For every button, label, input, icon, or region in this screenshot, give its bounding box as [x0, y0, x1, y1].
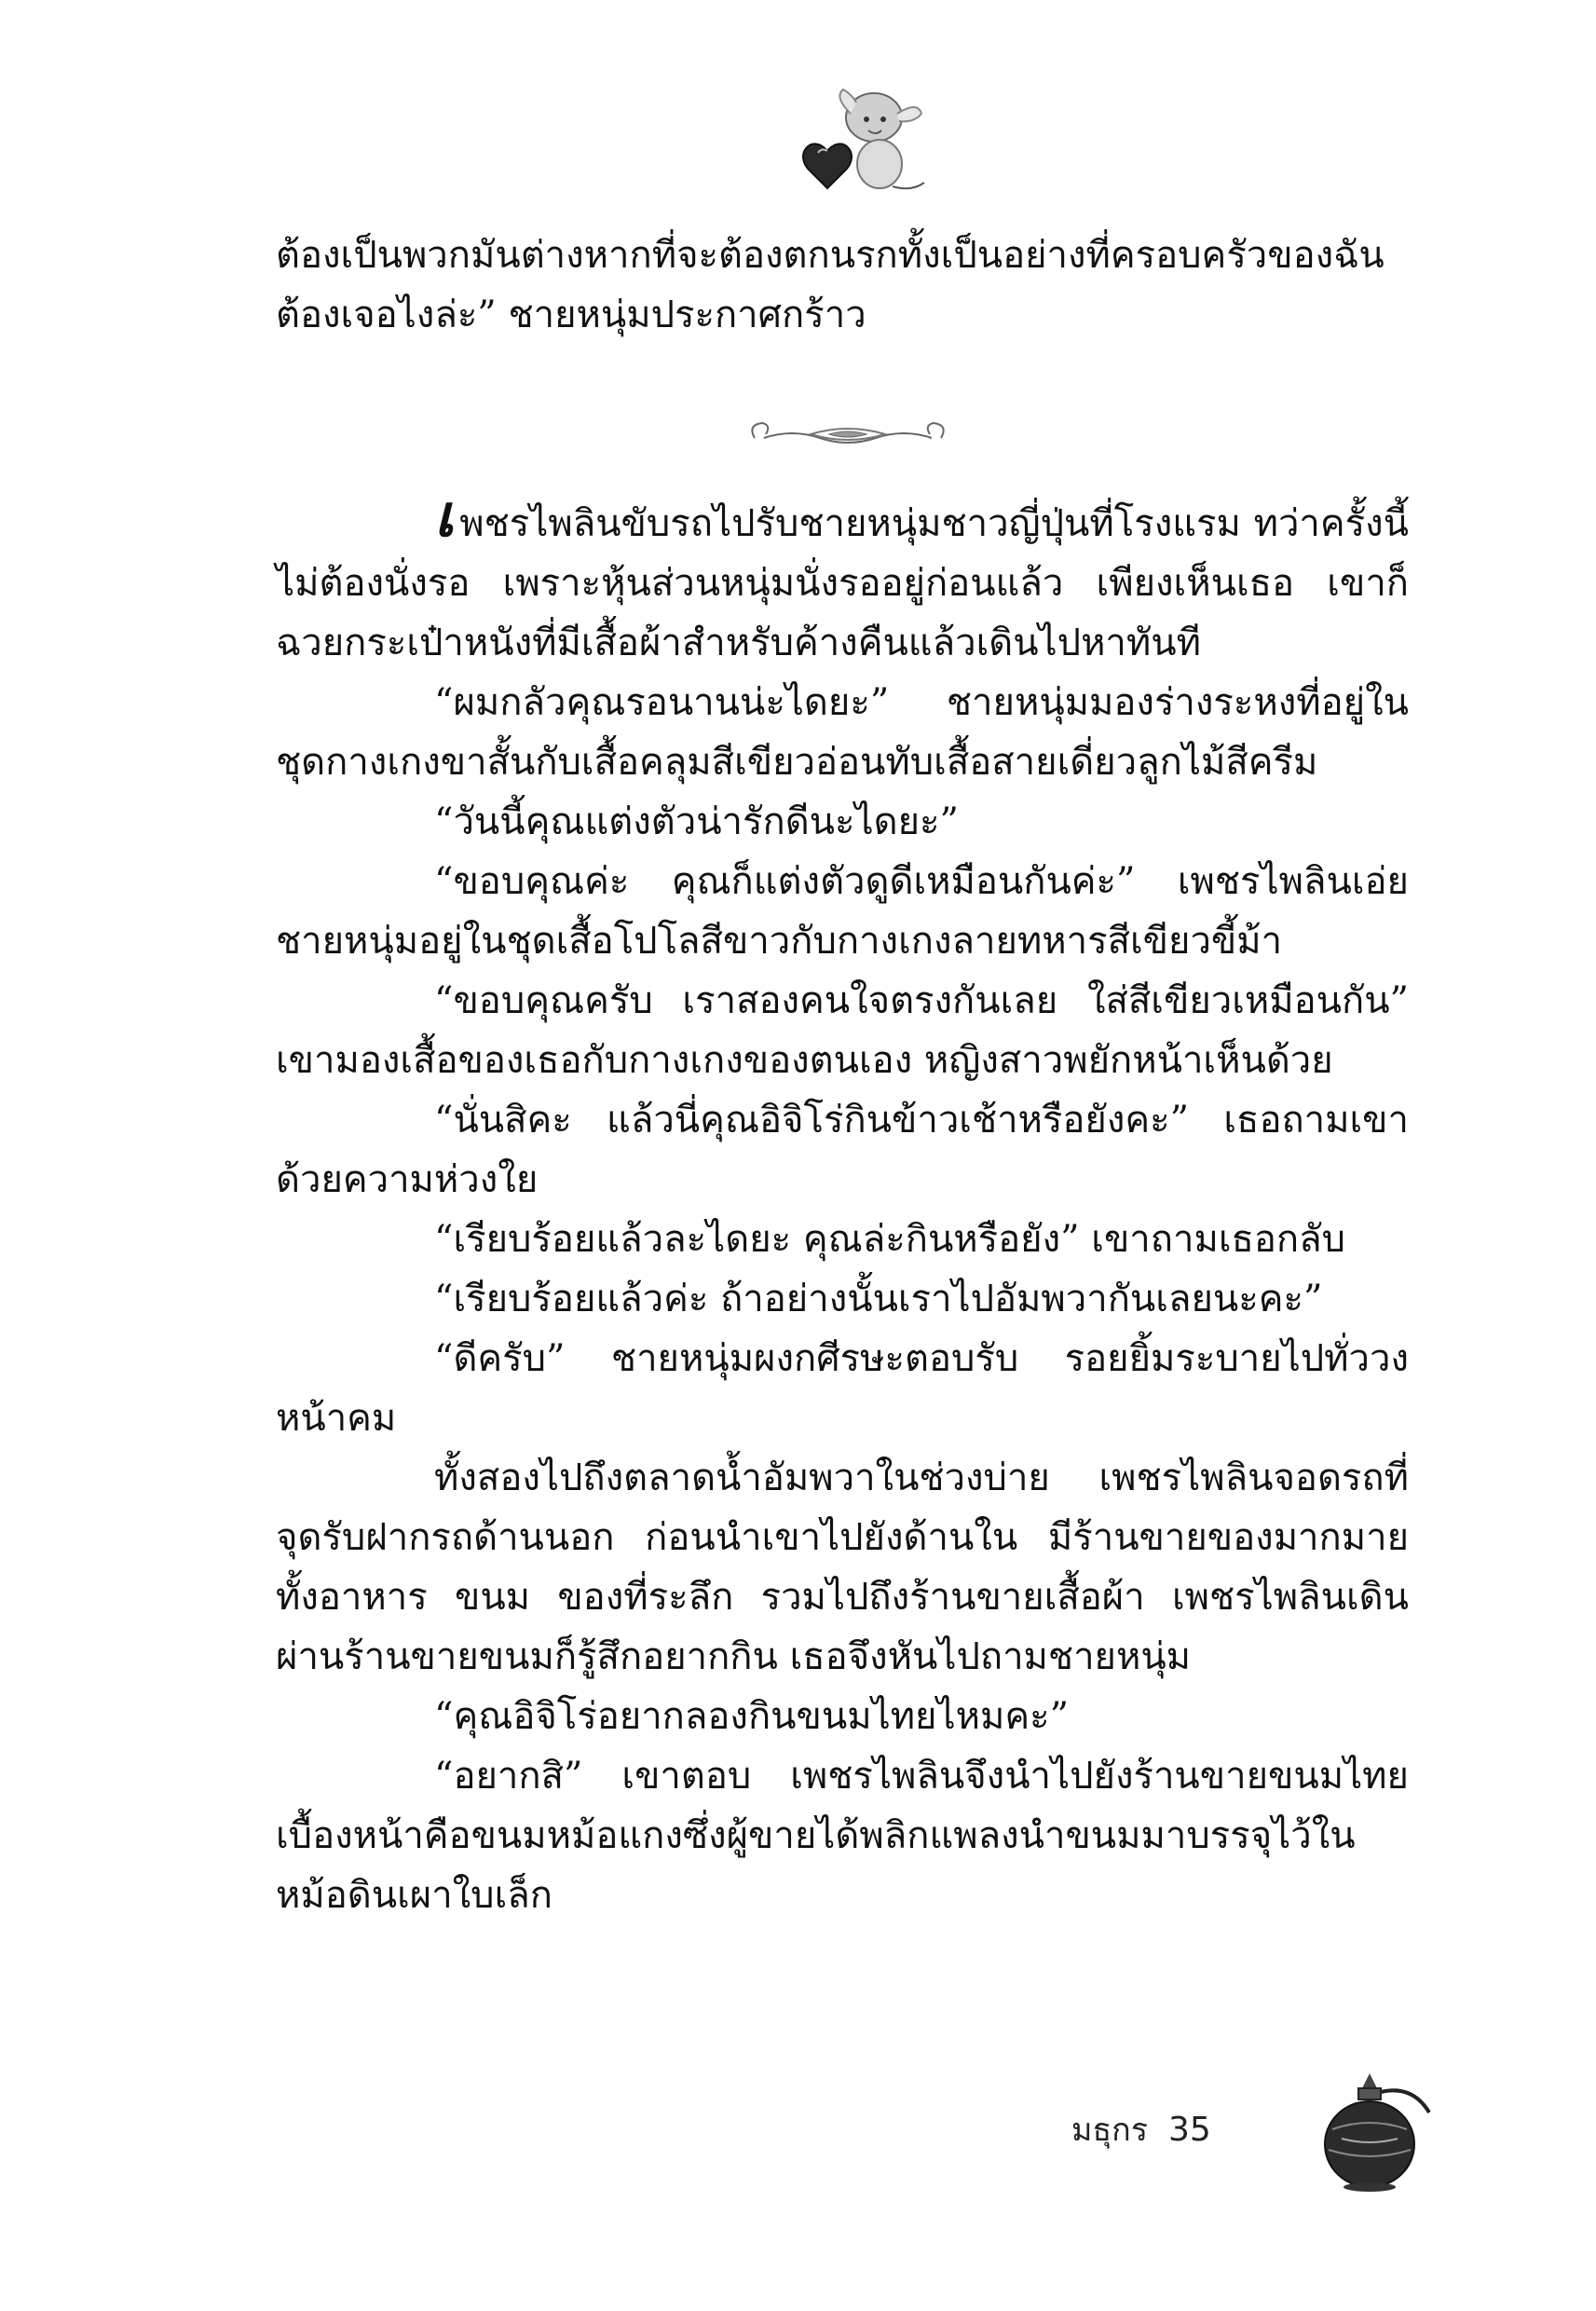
- paragraph: “นั่นสิคะ แล้วนี่คุณอิจิโร่กินข้าวเช้าหรือยังคะ” เธอถามเขาด้วยความห่วงใย: [276, 1099, 1409, 1201]
- paragraph: “ขอบคุณค่ะ คุณก็แต่งตัวดูดีเหมือนกันค่ะ” เพชรไพลินเอ่ย ชายหนุ่มอยู่ในชุดเสื้อโปโลสีขาวกับกางเกงลายทหารสีเขียวขี้ม้า: [276, 860, 1409, 963]
- paragraph: “วันนี้คุณแต่งตัวน่ารักดีนะไดยะ”: [434, 800, 959, 843]
- paragraph-text: พชรไพลินขับรถไปรับชายหนุ่มชาวญี่ปุ่นที่โรงแรม ทว่าครั้งนี้ไม่ต้องนั่งรอ เพราะหุ้นส่วนหนุ่มนั่งรออยู่ก่อนแล้ว เพียงเห็นเธอ เขาก็ฉวยกระเป๋าหนังที่มีเสื้อผ้าสำหรับค้างคืนแล้วเดินไปหาทันที: [276, 502, 1409, 664]
- lamp-icon: [1295, 2064, 1444, 2195]
- paragraph: [276, 482, 1409, 673]
- paragraph: “ผมกลัวคุณรอนานน่ะไดยะ” ชายหนุ่มมองร่างระหงที่อยู่ในชุดกางเกงขาสั้นกับเสื้อคลุมสีเขียวอ่อนทับเสื้อสายเดี่ยวลูกไม้สีครีม: [276, 681, 1409, 784]
- cupid-heart-icon: [790, 86, 930, 205]
- page-number: 35: [1168, 2111, 1211, 2149]
- paragraph: “เรียบร้อยแล้วค่ะ ถ้าอย่างนั้นเราไปอัมพวากันเลยนะคะ”: [434, 1278, 1323, 1320]
- paragraph: ทั้งสองไปถึงตลาดน้ำอัมพวาในช่วงบ่าย เพชรไพลินจอดรถที่จุดรับฝากรถด้านนอก ก่อนนำเขาไปยังด้านใน มีร้านขายของมากมาย ทั้งอาหาร ขนม ของที่ระลึก รวมไปถึงร้านขายเสื้อผ้า เพชรไพลินเดินผ่านร้านขายขนมก็รู้สึกอยากกิน เธอจึงหันไปถามชายหนุ่ม: [276, 1456, 1409, 1678]
- paragraph: “อยากสิ” เขาตอบ เพชรไพลินจึงนำไปยังร้านขายขนมไทยเบื้องหน้าคือขนมหม้อแกงซึ่งผู้ขายได้พลิกแพลงนำขนมมาบรรจุไว้ในหม้อดินเผาใบเล็ก: [276, 1755, 1409, 1917]
- paragraph: “เรียบร้อยแล้วละไดยะ คุณล่ะกินหรือยัง” เขาถามเธอกลับ: [434, 1218, 1346, 1261]
- book-title: มธุกร: [1071, 2112, 1149, 2149]
- page-footer: [1071, 2104, 1211, 2154]
- section-body: [276, 482, 1409, 1925]
- ornament-divider-icon: [745, 410, 950, 458]
- paragraph: “ดีครับ” ชายหนุ่มผงกศีรษะตอบรับ รอยยิ้มระบายไปทั่ววงหน้าคม: [276, 1337, 1409, 1440]
- continued-paragraph: [276, 226, 1409, 345]
- paragraph: “คุณอิจิโร่อยากลองกินขนมไทยไหมคะ”: [434, 1695, 1070, 1738]
- paragraph: ต้องเป็นพวกมันต่างหากที่จะต้องตกนรกทั้งเป็นอย่างที่ครอบครัวของฉันต้องเจอไงล่ะ” ชายหนุ่มประกาศกร้าว: [276, 234, 1385, 336]
- drop-cap: เ: [434, 482, 455, 550]
- paragraph: “ขอบคุณครับ เราสองคนใจตรงกันเลย ใส่สีเขียวเหมือนกัน” เขามองเสื้อของเธอกับกางเกงของตนเอง หญิงสาวพยักหน้าเห็นด้วย: [276, 979, 1409, 1082]
